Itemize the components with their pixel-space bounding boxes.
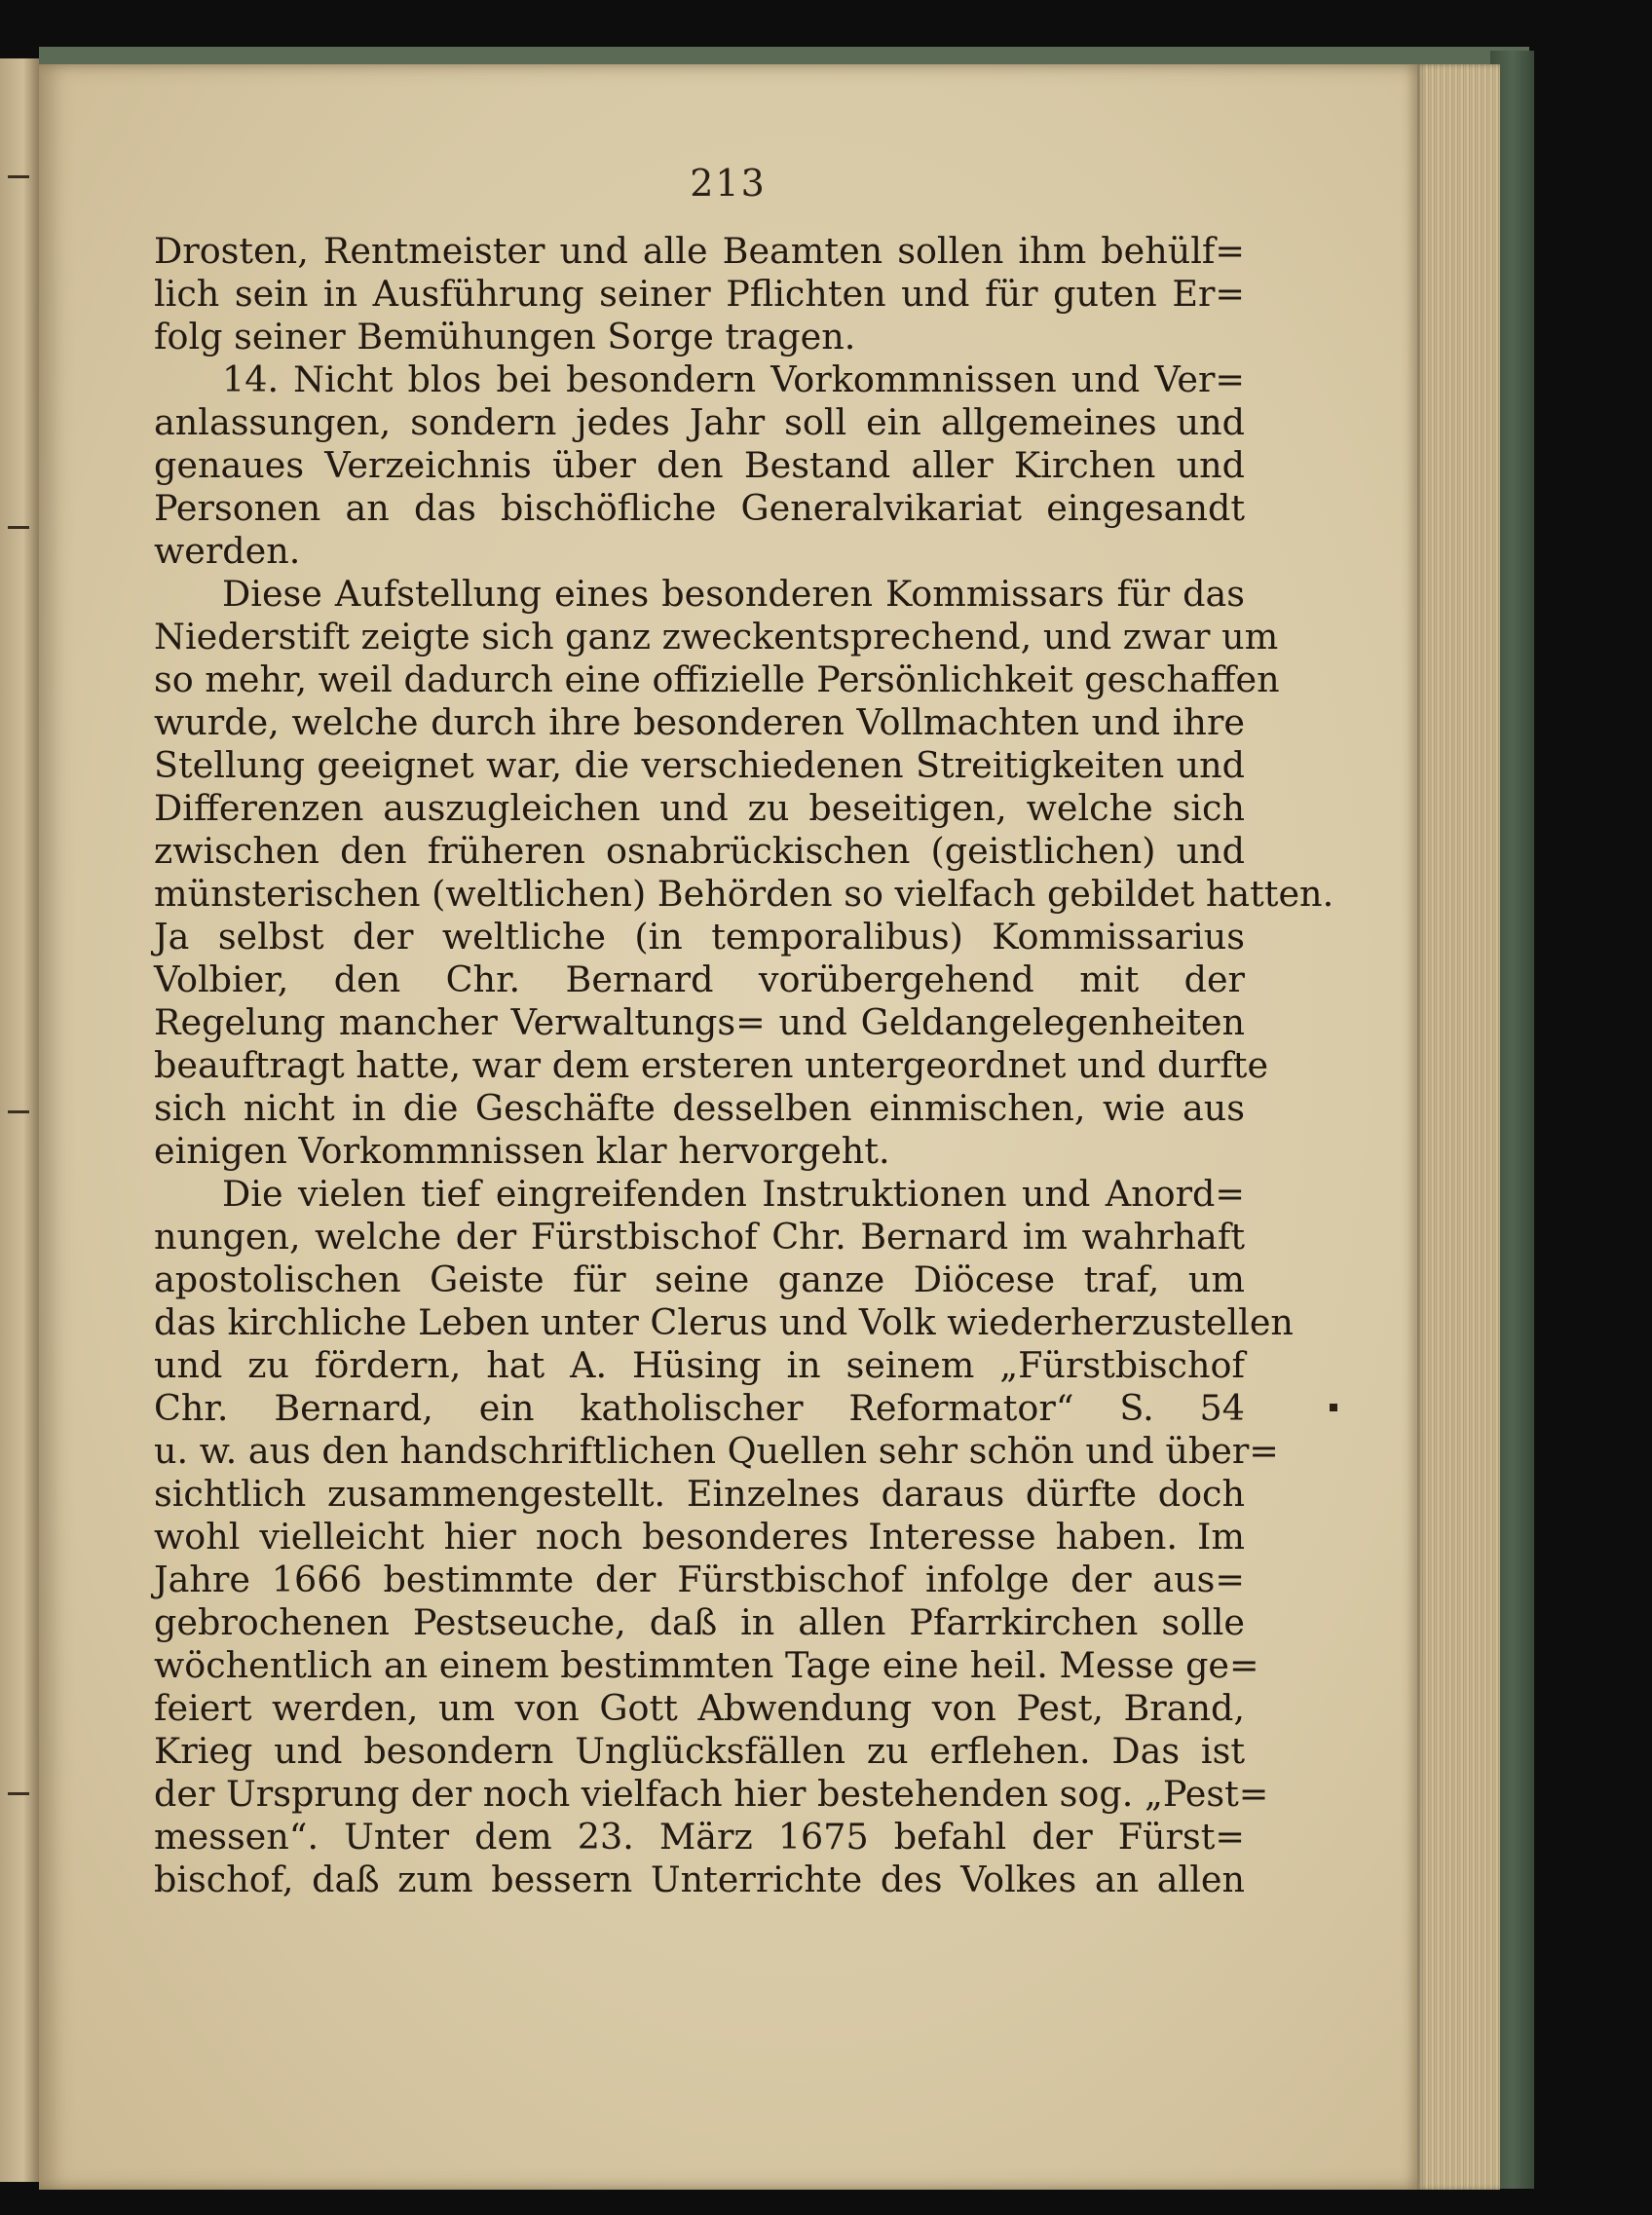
text-line: gebrochenen Pestseuche, daß in allen Pfarrkirchen solle [154, 1601, 1245, 1643]
binding-mark [8, 175, 29, 178]
text-line: Jahre 1666 bestimmte der Fürstbischof infolge der aus= [154, 1558, 1245, 1600]
text-line: wöchentlich an einem bestimmten Tage eine heil. Messe ge= [154, 1644, 1259, 1686]
text-line: Chr. Bernard, ein katholischer Reformator“ S. 54 [154, 1387, 1245, 1429]
text-line: lich sein in Ausführung seiner Pflichten und für guten Er= [154, 273, 1245, 315]
text-line: der Ursprung der noch vielfach hier bestehenden sog. „Pest= [154, 1773, 1269, 1815]
binding-mark [8, 1792, 29, 1795]
text-line: Niederstift zeigte sich ganz zweckentsprechend, und zwar um [154, 616, 1279, 657]
text-line: anlassungen, sondern jedes Jahr soll ein allgemeines und [154, 401, 1245, 443]
text-line: Die vielen tief eingreifenden Instruktionen und Anord= [222, 1173, 1245, 1215]
text-line: beauftragt hatte, war dem ersteren untergeordnet und durfte [154, 1044, 1269, 1086]
binding-mark [8, 526, 29, 529]
text-line: so mehr, weil dadurch eine offizielle Persönlichkeit geschaffen [154, 658, 1280, 700]
text-line: 14. Nicht blos bei besondern Vorkommnissen und Ver= [222, 358, 1245, 400]
binding-mark [8, 1110, 29, 1113]
text-line: Krieg und besondern Unglücksfällen zu erflehen. Das ist [154, 1730, 1245, 1772]
text-line: feiert werden, um von Gott Abwendung von Pest, Brand, [154, 1687, 1245, 1729]
text-line: sichtlich zusammengestellt. Einzelnes daraus dürfte doch [154, 1473, 1245, 1515]
left-page-edge [0, 58, 39, 2182]
text-line: Ja selbst der weltliche (in temporalibus) Kommissarius [154, 916, 1245, 957]
text-line: messen“. Unter dem 23. März 1675 befahl der Fürst= [154, 1816, 1245, 1858]
text-line: das kirchliche Leben unter Clerus und Volk wiederherzustellen [154, 1301, 1294, 1343]
book-page [39, 64, 1417, 2190]
text-line: sich nicht in die Geschäfte desselben einmischen, wie aus [154, 1087, 1245, 1129]
page-number: 213 [690, 162, 767, 205]
text-line: u. w. aus den handschriftlichen Quellen sehr schön und über= [154, 1430, 1279, 1472]
text-line: wohl vielleicht hier noch besonderes Interesse haben. Im [154, 1516, 1245, 1558]
text-line: Personen an das bischöfliche Generalvikariat eingesandt [154, 487, 1245, 529]
text-line: Diese Aufstellung eines besonderen Kommissars für das [222, 573, 1245, 615]
text-line: wurde, welche durch ihre besonderen Vollmachten und ihre [154, 701, 1245, 743]
text-line: zwischen den früheren osnabrückischen (geistlichen) und [154, 830, 1245, 872]
text-line: genaues Verzeichnis über den Bestand aller Kirchen und [154, 444, 1245, 486]
text-line: folg seiner Bemühungen Sorge tragen. [154, 316, 856, 357]
text-line: apostolischen Geiste für seine ganze Diöcese traf, um [154, 1258, 1245, 1300]
text-line: nungen, welche der Fürstbischof Chr. Bernard im wahrhaft [154, 1216, 1245, 1258]
text-line: Volbier, den Chr. Bernard vorübergehend mit der [154, 958, 1245, 1000]
text-line: Regelung mancher Verwaltungs= und Geldangelegenheiten [154, 1001, 1245, 1043]
text-line: Drosten, Rentmeister und alle Beamten sollen ihm behülf= [154, 230, 1245, 272]
ink-speck [1330, 1404, 1337, 1411]
text-line: einigen Vorkommnissen klar hervorgeht. [154, 1130, 890, 1172]
text-line: Differenzen auszugleichen und zu beseitigen, welche sich [154, 787, 1245, 829]
page-block-edges [1417, 64, 1500, 2190]
text-line: bischof, daß zum bessern Unterrichte des Volkes an allen [154, 1858, 1245, 1900]
text-line: und zu fördern, hat A. Hüsing in seinem „Fürstbischof [154, 1344, 1245, 1386]
text-line: werden. [154, 530, 301, 572]
body-text [154, 230, 1334, 1901]
text-line: münsterischen (weltlichen) Behörden so vielfach gebildet hatten. [154, 873, 1334, 915]
text-line: Stellung geeignet war, die verschiedenen Streitigkeiten und [154, 744, 1245, 786]
